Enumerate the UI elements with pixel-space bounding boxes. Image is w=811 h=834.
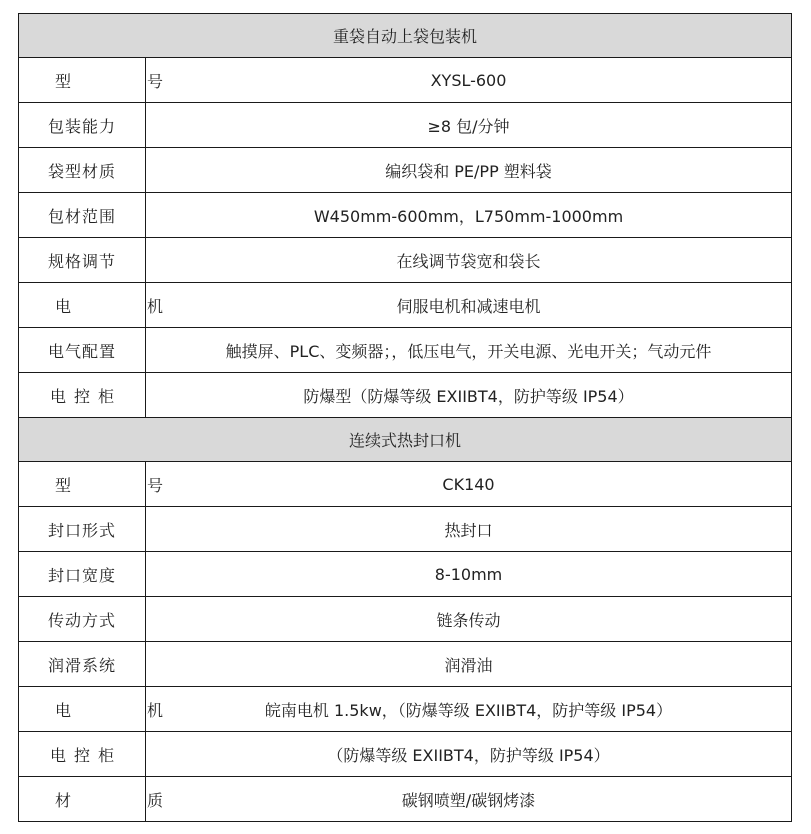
row-value: XYSL-600 <box>146 58 792 103</box>
section-title: 重袋自动上袋包装机 <box>19 14 792 58</box>
table-row <box>19 597 792 642</box>
row-label: 封口宽度 <box>19 552 146 597</box>
row-label: 包材范围 <box>19 193 146 238</box>
row-label: 型 号 <box>19 58 146 103</box>
row-value: 触摸屏、PLC、变频器；，低压电气，开关电源、光电开关；气动元件 <box>146 328 792 373</box>
table-row <box>19 507 792 552</box>
row-value: （防爆等级 EXIIBT4，防护等级 IP54） <box>146 732 792 777</box>
row-value: 在线调节袋宽和袋长 <box>146 238 792 283</box>
row-value: 编织袋和 PE/PP 塑料袋 <box>146 148 792 193</box>
row-label: 电控柜 <box>19 732 146 777</box>
row-value: 伺服电机和减速电机 <box>146 283 792 328</box>
table-row <box>19 283 792 328</box>
row-label: 袋型材质 <box>19 148 146 193</box>
table-row <box>19 732 792 777</box>
row-value: 链条传动 <box>146 597 792 642</box>
table-row <box>19 552 792 597</box>
row-label: 规格调节 <box>19 238 146 283</box>
section-header-row <box>19 418 792 462</box>
row-label: 材 质 <box>19 777 146 822</box>
row-label: 封口形式 <box>19 507 146 552</box>
table-row <box>19 462 792 507</box>
row-label: 电控柜 <box>19 373 146 418</box>
table-row <box>19 148 792 193</box>
table-row <box>19 777 792 822</box>
row-label: 传动方式 <box>19 597 146 642</box>
row-value: ≥8 包/分钟 <box>146 103 792 148</box>
table-row <box>19 373 792 418</box>
row-label: 电气配置 <box>19 328 146 373</box>
row-value: 碳钢喷塑/碳钢烤漆 <box>146 777 792 822</box>
row-label: 润滑系统 <box>19 642 146 687</box>
row-label: 型 号 <box>19 462 146 507</box>
section-header-row <box>19 14 792 58</box>
row-value: 8-10mm <box>146 552 792 597</box>
table-row <box>19 687 792 732</box>
row-label: 包装能力 <box>19 103 146 148</box>
row-label: 电 机 <box>19 687 146 732</box>
table-row <box>19 58 792 103</box>
row-label: 电 机 <box>19 283 146 328</box>
spec-table <box>18 13 792 822</box>
row-value: 防爆型（防爆等级 EXIIBT4，防护等级 IP54） <box>146 373 792 418</box>
table-row <box>19 238 792 283</box>
table-row <box>19 328 792 373</box>
section-title: 连续式热封口机 <box>19 418 792 462</box>
row-value: 热封口 <box>146 507 792 552</box>
table-row <box>19 193 792 238</box>
row-value: 润滑油 <box>146 642 792 687</box>
row-value: CK140 <box>146 462 792 507</box>
table-row <box>19 103 792 148</box>
row-value: W450mm-600mm，L750mm-1000mm <box>146 193 792 238</box>
table-row <box>19 642 792 687</box>
row-value: 皖南电机 1.5kw，（防爆等级 EXIIBT4，防护等级 IP54） <box>146 687 792 732</box>
